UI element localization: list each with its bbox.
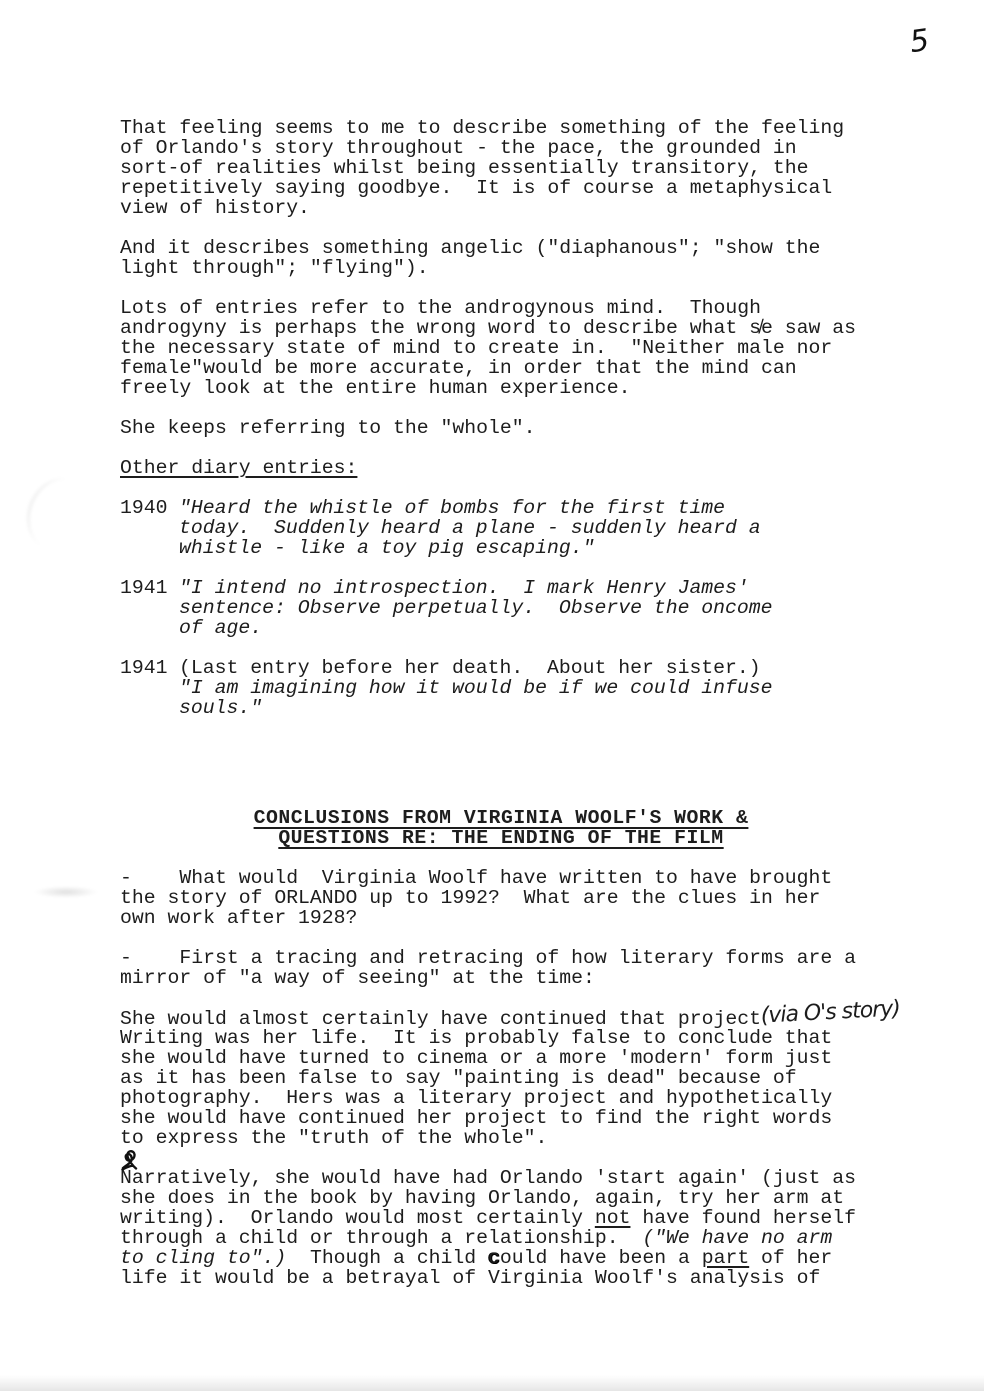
typed-line: [120, 238, 882, 258]
typed-line: [120, 138, 882, 158]
text-segment: have found herself: [630, 1207, 856, 1229]
text-segment: the necessary state of mind to create in. "Neither male nor: [120, 337, 833, 359]
diary-entry-year: 1941: [120, 577, 168, 599]
text-segment: she does in the book by having Orlando, again, try her arm at: [120, 1187, 845, 1209]
text-segment: whistle - like a toy pig escaping.": [179, 537, 595, 559]
text-segment: - What would Virginia Woolf have written to have brought: [120, 867, 833, 889]
typed-line: [120, 258, 882, 278]
handwritten-page-number: 5: [907, 22, 932, 61]
typed-line: [120, 1128, 882, 1148]
typed-line: [120, 1188, 882, 1208]
diary-entry: [120, 498, 882, 558]
text-segment: part: [701, 1247, 750, 1269]
typed-line: [120, 968, 882, 988]
text-segment: "I intend no introspection. I mark Henry James': [179, 577, 749, 599]
text-segment: she would have turned to cinema or a more 'modern' form just: [120, 1047, 833, 1069]
text-segment: Narratively, she would have had Orlando 'start again' (just as: [120, 1167, 856, 1189]
text-segment: ("We have no arm: [642, 1227, 833, 1249]
text-segment: "I am imagining how it would be if we could infuse: [179, 677, 773, 699]
text-segment: of age.: [179, 617, 263, 639]
paragraph: [120, 868, 882, 928]
center-heading: [120, 808, 882, 848]
text-segment: to cling to".): [120, 1247, 287, 1269]
typed-line: [120, 1168, 882, 1188]
text-segment: Other diary entries:: [120, 457, 358, 479]
text-segment: life it would be a betrayal of Virginia Woolf's analysis of: [120, 1267, 821, 1289]
diary-entry: [120, 658, 882, 718]
text-segment: writing). Orlando would most certainly: [120, 1207, 595, 1229]
text-segment: not: [594, 1207, 631, 1229]
text-segment: light through"; "flying").: [120, 257, 429, 279]
typed-line: [120, 178, 882, 198]
text-segment: mirror of "a way of seeing" at the time:: [120, 967, 595, 989]
typed-line: [120, 418, 882, 438]
text-segment: repetitively saying goodbye. It is of course a metaphysical: [120, 177, 833, 199]
typed-line: [120, 378, 882, 398]
typed-line: [179, 518, 761, 538]
paragraph: [120, 418, 882, 438]
diary-entry-year: 1940: [120, 497, 168, 519]
typed-line: [120, 1228, 882, 1248]
typed-line: [120, 828, 882, 848]
text-segment: of her: [749, 1247, 833, 1269]
typed-line: [179, 498, 761, 518]
text-segment: androgyny is perhaps the wrong word to describe what s̸e saw as: [120, 317, 856, 339]
typescript-content: [120, 117, 901, 1289]
diary-entry-text: [179, 578, 773, 638]
text-segment: photography. Hers was a literary project and hypothetically: [120, 1087, 833, 1109]
typed-line: [120, 318, 882, 338]
paragraph: [120, 996, 901, 1149]
text-segment: today. Suddenly heard a plane - suddenly heard a: [179, 517, 761, 539]
typed-line: [120, 1028, 882, 1048]
typed-line: [120, 996, 901, 1030]
text-segment: souls.": [179, 697, 263, 719]
text-segment: c: [488, 1247, 500, 1269]
text-segment: of Orlando's story throughout - the pace, the grounded in: [120, 137, 797, 159]
typed-line: [120, 118, 882, 138]
typed-line: [120, 888, 882, 908]
text-segment: the story of ORLANDO up to 1992? What are the clues in her: [120, 887, 821, 909]
paragraph: [120, 298, 882, 398]
paragraph: [120, 1168, 882, 1288]
typed-line: [120, 1048, 882, 1068]
text-segment: Writing was her life. It is probably false to conclude that: [120, 1027, 833, 1049]
text-segment: she would have continued her project to find the right words: [120, 1107, 833, 1129]
typed-line: [120, 1248, 882, 1268]
typed-line: [120, 358, 882, 378]
text-segment: as it has been false to say "painting is dead" because of: [120, 1067, 797, 1089]
text-segment: through a child or through a relationship.: [120, 1227, 643, 1249]
typed-line: [120, 198, 882, 218]
text-segment: ould have been a: [499, 1247, 702, 1269]
text-segment: freely look at the entire human experience.: [120, 377, 631, 399]
diary-entry-text: [179, 658, 773, 718]
typed-line: [120, 1088, 882, 1108]
text-segment: sentence: Observe perpetually. Observe the oncome: [179, 597, 773, 619]
typed-line: [120, 1148, 882, 1168]
typed-line: [179, 658, 773, 678]
typed-line: [179, 578, 773, 598]
text-segment: (Last entry before her death. About her sister.): [179, 657, 761, 679]
typed-line: [179, 538, 761, 558]
typed-line: [120, 1068, 882, 1088]
text-segment: Lots of entries refer to the androgynous mind. Though: [120, 297, 762, 319]
text-segment: And it describes something angelic ("diaphanous"; "show the: [120, 237, 821, 259]
scan-smudge: [34, 886, 98, 898]
text-segment: to express the "truth of the whole".: [120, 1127, 548, 1149]
paragraph: [120, 948, 882, 988]
text-segment: Though a child: [286, 1247, 489, 1269]
typed-line: [120, 1108, 882, 1128]
text-segment: She would almost certainly have continued that project: [120, 1008, 762, 1030]
paragraph: [120, 238, 882, 278]
text-segment: QUESTIONS RE: THE ENDING OF THE FILM: [278, 827, 724, 849]
text-segment: That feeling seems to me to describe something of the feeling: [120, 117, 845, 139]
typed-line: [120, 158, 882, 178]
scan-edge-shadow: [0, 1375, 984, 1391]
text-segment: female"would be more accurate, in order that the mind can: [120, 357, 797, 379]
text-segment: CONCLUSIONS FROM VIRGINIA WOOLF'S WORK &: [253, 807, 749, 829]
typed-line: [120, 948, 882, 968]
text-segment: - First a tracing and retracing of how literary forms are a: [120, 947, 856, 969]
typed-line: [120, 298, 882, 318]
typed-line: [179, 698, 773, 718]
text-segment: "Heard the whistle of bombs for the first time: [179, 497, 726, 519]
typed-line: [120, 868, 882, 888]
inked-out-character-icon: [120, 1148, 139, 1171]
typed-line: [179, 618, 773, 638]
typed-line: [179, 678, 773, 698]
diary-entry-year: 1941: [120, 657, 168, 679]
text-segment: view of history.: [120, 197, 310, 219]
text-segment: sort-of realities whilst being essentially transitory, the: [120, 157, 809, 179]
text-segment: She keeps referring to the "whole".: [120, 417, 536, 439]
diary-entry-text: [179, 498, 761, 558]
inked-out-character-mark: [120, 1148, 882, 1168]
handwritten-annotation: (via O's story): [760, 996, 901, 1029]
typed-line: [120, 458, 882, 478]
text-segment: own work after 1928?: [120, 907, 358, 929]
diary-entry: [120, 578, 882, 638]
paragraph: [120, 118, 882, 218]
heading: [120, 458, 882, 478]
typed-line: [120, 808, 882, 828]
typed-line: [179, 598, 773, 618]
typed-line: [120, 1268, 882, 1288]
typed-line: [120, 338, 882, 358]
typed-line: [120, 1208, 882, 1228]
typed-line: [120, 908, 882, 928]
scan-smudge: [17, 469, 101, 559]
